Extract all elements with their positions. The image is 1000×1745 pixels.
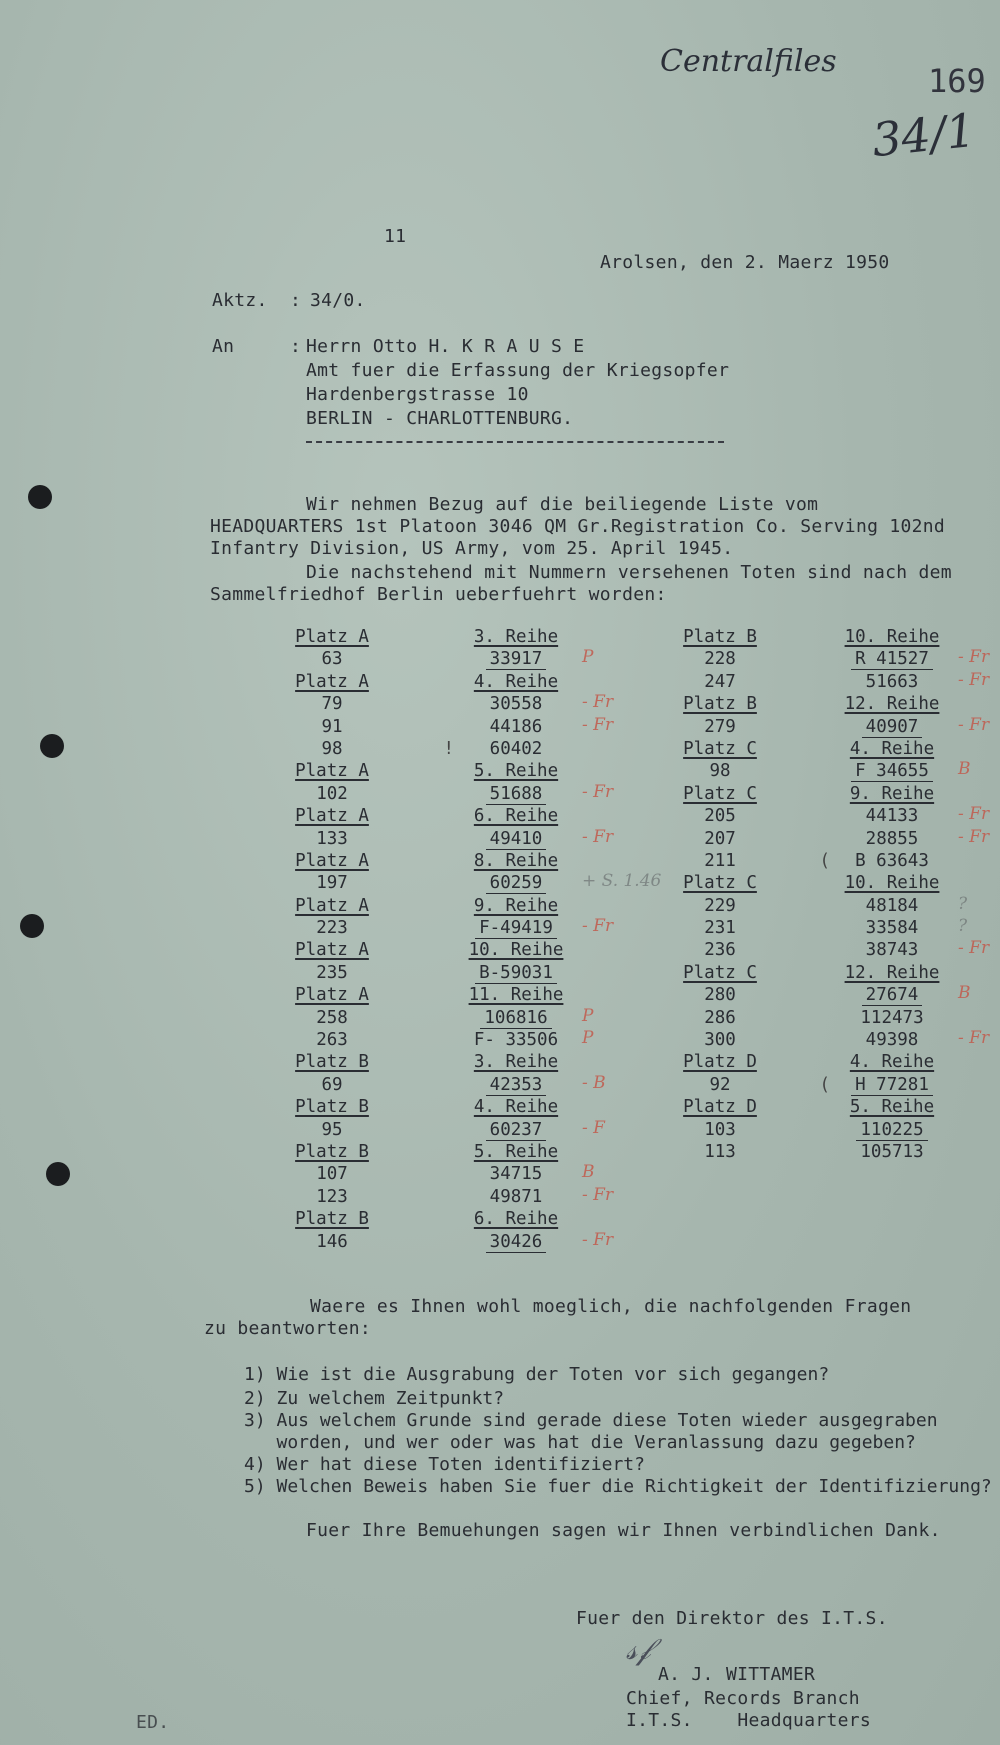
section-header — [262, 1096, 402, 1118]
section-header-text: 10. Reihe — [844, 873, 940, 894]
section-header — [650, 693, 790, 715]
section-header — [446, 939, 586, 961]
section-header — [446, 626, 586, 648]
section-header — [822, 1051, 962, 1073]
grave-number — [262, 962, 402, 984]
grave-number-text: 300 — [704, 1030, 736, 1051]
grave-number-text: 30426 — [486, 1232, 547, 1253]
grave-number — [822, 804, 990, 827]
section-header-text: 5. Reihe — [849, 1097, 935, 1118]
body-paragraph-line: Die nachstehend mit Nummern versehenen Toten sind nach dem — [306, 562, 952, 583]
aktz-label: Aktz. — [212, 290, 268, 311]
section-header-text: Platz D — [683, 1097, 757, 1118]
grave-number-text: 60402 — [489, 738, 543, 759]
handwritten-margin-note: - Fr — [582, 1184, 614, 1205]
grave-number — [446, 826, 614, 850]
body-paragraph-line: Infantry Division, US Army, vom 25. April 1945. — [210, 538, 734, 559]
grave-number-text: F 34655 — [851, 761, 933, 782]
section-header — [262, 895, 402, 917]
grave-number — [822, 893, 968, 917]
section-header-text: Platz A — [295, 806, 369, 827]
body-paragraph-line: Wir nehmen Bezug auf die beiliegende Liste vom — [306, 494, 819, 515]
grave-number — [819, 850, 962, 872]
grave-number — [822, 669, 990, 693]
grave-number-text: F-49419 — [475, 918, 557, 939]
grave-number — [650, 671, 790, 693]
section-header-text: Platz D — [683, 1052, 757, 1073]
grave-number-text: 112473 — [860, 1007, 924, 1028]
handwritten-margin-note: - Fr — [958, 1028, 990, 1049]
section-header-text: Platz A — [295, 940, 369, 961]
section-header — [822, 693, 962, 715]
section-header — [822, 738, 962, 760]
section-header — [262, 671, 402, 693]
grave-number — [822, 1119, 962, 1141]
grave-number — [262, 783, 402, 805]
section-header-text: 10. Reihe — [468, 940, 564, 961]
recipient-line: BERLIN - CHARLOTTENBURG. — [306, 408, 574, 429]
grave-number-text: 42353 — [486, 1075, 547, 1096]
grave-number-text: 231 — [704, 918, 736, 939]
section-header — [262, 850, 402, 872]
grave-number-text: 49410 — [486, 829, 547, 850]
section-header-text: 4. Reihe — [473, 1097, 559, 1118]
section-header — [650, 738, 790, 760]
grave-number-text: 197 — [316, 873, 348, 894]
grave-number-text: 44133 — [865, 806, 919, 827]
place-date: Arolsen, den 2. Maerz 1950 — [600, 252, 890, 273]
section-header — [650, 783, 790, 805]
grave-number — [650, 716, 790, 738]
signer-initials: A. J. — [658, 1664, 714, 1685]
grave-number-text: 92 — [709, 1074, 731, 1095]
section-header-text: Platz C — [683, 783, 757, 804]
grave-number-text: 113 — [704, 1141, 736, 1162]
grave-number-text: 79 — [321, 694, 343, 715]
grave-number-text: 110225 — [856, 1120, 927, 1141]
handwritten-tick: ( — [819, 850, 830, 871]
handwritten-margin-note: B — [958, 759, 971, 780]
handwritten-margin-note: P — [582, 1005, 594, 1026]
grave-number-text: 33917 — [486, 649, 547, 670]
question-item: worden, und wer oder was hat die Veranlassung dazu gegeben? — [244, 1432, 916, 1453]
grave-number-text: 236 — [704, 940, 736, 961]
section-header-text: 3. Reihe — [473, 627, 559, 647]
handwritten-signature: 𝓈𝒻 — [626, 1632, 651, 1667]
grave-number — [650, 1074, 790, 1096]
section-header — [822, 626, 962, 648]
grave-number — [262, 1074, 402, 1096]
body-paragraph-line: Sammelfriedhof Berlin ueberfuehrt worden: — [210, 584, 667, 605]
section-header-text: Platz B — [295, 1141, 369, 1162]
handwritten-margin-note: - Fr — [958, 714, 990, 735]
grave-number-text: 49871 — [489, 1186, 543, 1207]
grave-number-text: 258 — [316, 1007, 348, 1028]
grave-number — [262, 917, 402, 939]
grave-number — [650, 939, 790, 961]
question-item: 4) Wer hat diese Toten identifiziert? — [244, 1454, 645, 1475]
grave-number — [262, 1231, 402, 1253]
grave-number-text: 27674 — [862, 985, 923, 1006]
question-item: 3) Aus welchem Grunde sind gerade diese Toten wieder ausgegraben — [244, 1410, 938, 1431]
letter-number: 11 — [384, 226, 407, 247]
grave-number-text: 28855 — [865, 828, 919, 849]
grave-number-text: H 77281 — [851, 1075, 933, 1096]
grave-number-text: 123 — [316, 1186, 348, 1207]
section-header — [262, 1141, 402, 1163]
handwritten-margin-note: - Fr — [958, 826, 990, 847]
grave-number-text: 247 — [704, 671, 736, 692]
handwritten-margin-note: + S. 1.46 — [582, 871, 662, 892]
grave-number-text: 38743 — [865, 940, 919, 961]
grave-number — [446, 1072, 606, 1096]
section-header — [262, 939, 402, 961]
section-header-text: 5. Reihe — [473, 1141, 559, 1162]
grave-number — [446, 916, 614, 939]
section-header-text: 6. Reihe — [473, 806, 559, 827]
grave-number — [650, 828, 790, 850]
grave-number — [262, 1007, 402, 1029]
handwritten-margin-note: - Fr — [958, 669, 990, 690]
grave-number-text: 103 — [704, 1119, 736, 1140]
address-divider — [306, 441, 724, 443]
grave-number-text: 133 — [316, 828, 348, 849]
section-header — [446, 1141, 586, 1163]
handwritten-margin-note: B — [958, 983, 971, 1004]
reihe-column-left — [443, 626, 662, 1253]
section-header-text: Platz A — [295, 850, 369, 871]
section-header — [262, 805, 402, 827]
section-header — [650, 1096, 790, 1118]
section-header-text: 11. Reihe — [468, 985, 564, 1006]
grave-number — [650, 760, 790, 782]
grave-number-text: 44186 — [489, 716, 543, 737]
grave-number-text: 280 — [704, 985, 736, 1006]
grave-number — [822, 1141, 962, 1163]
grave-number-text: 229 — [704, 895, 736, 916]
closing-line: Fuer den Direktor des I.T.S. — [576, 1608, 888, 1629]
an-separator: : — [290, 336, 302, 357]
signer-organization: I.T.S. Headquarters — [626, 1710, 872, 1731]
grave-number-text: 98 — [709, 761, 731, 782]
grave-number — [650, 1141, 790, 1163]
grave-number — [262, 1029, 402, 1051]
grave-number — [650, 648, 790, 670]
section-header-text: 6. Reihe — [473, 1209, 559, 1230]
grave-number — [262, 716, 402, 738]
punch-hole — [40, 734, 64, 758]
punch-hole — [46, 1162, 70, 1186]
section-header — [446, 1208, 586, 1230]
grave-number — [650, 1029, 790, 1051]
section-header-text: Platz A — [295, 985, 369, 1006]
grave-number-text: 60259 — [486, 873, 547, 894]
grave-number-text: 63 — [321, 649, 343, 670]
section-header — [446, 671, 586, 693]
grave-number — [446, 1162, 595, 1185]
grave-number-text: 98 — [321, 738, 343, 759]
grave-number — [822, 1007, 962, 1029]
grave-number-text: 51663 — [865, 671, 919, 692]
grave-number-text: 207 — [704, 828, 736, 849]
section-header — [822, 962, 962, 984]
platz-column-right — [650, 626, 790, 1163]
grave-number — [446, 647, 594, 670]
thanks-line: Fuer Ihre Bemuehungen sagen wir Ihnen verbindlichen Dank. — [306, 1520, 941, 1541]
section-header-text: 12. Reihe — [844, 694, 940, 715]
grave-number — [446, 1117, 605, 1141]
grave-number-text: 33584 — [865, 918, 919, 939]
grave-number-text: 60237 — [486, 1120, 547, 1141]
grave-number-text: 107 — [316, 1164, 348, 1185]
signer-title: Chief, Records Branch — [626, 1688, 860, 1709]
footer-initials: ED. — [136, 1712, 170, 1733]
punch-hole — [20, 914, 44, 938]
section-header-text: 9. Reihe — [849, 783, 935, 804]
handwritten-margin-note: - F — [582, 1117, 605, 1138]
grave-number — [650, 917, 790, 939]
handwritten-margin-note: ? — [958, 893, 968, 914]
grave-number — [446, 714, 614, 738]
section-header-text: 8. Reihe — [473, 850, 559, 871]
section-header — [822, 1096, 962, 1118]
grave-number-text: 106816 — [480, 1008, 551, 1029]
grave-number — [446, 1229, 614, 1253]
grave-number — [262, 693, 402, 715]
grave-number — [262, 1186, 402, 1208]
grave-number-text: 69 — [321, 1074, 343, 1095]
handwritten-margin-note: - Fr — [582, 826, 614, 847]
section-header — [262, 984, 402, 1006]
grave-number — [650, 984, 790, 1006]
section-header — [822, 783, 962, 805]
section-header — [446, 760, 586, 782]
grave-number-text: 279 — [704, 716, 736, 737]
punch-hole — [28, 485, 52, 509]
grave-number-text: 95 — [321, 1119, 343, 1140]
section-header — [650, 626, 790, 648]
an-label: An — [212, 336, 235, 357]
grave-number-text: B-59031 — [475, 963, 557, 984]
grave-number-text: B 63643 — [855, 850, 929, 871]
grave-number — [650, 1119, 790, 1141]
question-item: 2) Zu welchem Zeitpunkt? — [244, 1388, 505, 1409]
question-item: 1) Wie ist die Ausgrabung der Toten vor sich gegangen? — [244, 1364, 830, 1385]
section-header — [650, 1051, 790, 1073]
file-reference: 34/0. — [310, 290, 366, 311]
section-header-text: 4. Reihe — [849, 738, 935, 759]
section-header-text: 4. Reihe — [849, 1052, 935, 1073]
request-line: zu beantworten: — [204, 1318, 372, 1339]
aktz-separator: : — [290, 290, 302, 311]
section-header — [262, 760, 402, 782]
handwritten-margin-note: - Fr — [958, 938, 990, 959]
grave-number — [446, 1005, 594, 1029]
grave-number — [822, 983, 971, 1006]
signer-name: WITTAMER — [726, 1664, 816, 1685]
grave-number — [650, 1007, 790, 1029]
section-header — [446, 984, 586, 1006]
recipient-line: Amt fuer die Erfassung der Kriegsopfer — [306, 360, 730, 381]
handwritten-reference: 34/1 — [869, 102, 978, 168]
grave-number — [262, 828, 402, 850]
section-header-text: 10. Reihe — [844, 627, 940, 647]
grave-number — [446, 781, 614, 805]
grave-number-text: 91 — [321, 716, 343, 737]
grave-number-text: 146 — [316, 1231, 348, 1252]
handwritten-margin-note: - Fr — [958, 804, 990, 825]
archive-page-number: 169 — [928, 62, 986, 100]
grave-number-text: 102 — [316, 783, 348, 804]
request-line: Waere es Ihnen wohl moeglich, die nachfolgenden Fragen — [310, 1296, 912, 1317]
body-paragraph-line: HEADQUARTERS 1st Platoon 3046 QM Gr.Registration Co. Serving 102nd — [210, 516, 946, 537]
grave-number — [262, 872, 402, 894]
handwritten-margin-note: P — [582, 647, 594, 668]
grave-number — [822, 916, 968, 939]
handwritten-margin-note: - Fr — [582, 692, 614, 713]
section-header — [446, 1096, 586, 1118]
grave-number — [262, 1163, 402, 1185]
handwritten-margin-note: - Fr — [582, 916, 614, 937]
handwritten-margin-note: P — [582, 1028, 594, 1049]
handwritten-margin-note: B — [582, 1162, 595, 1183]
grave-number — [822, 1028, 990, 1051]
section-header-text: 4. Reihe — [473, 671, 559, 692]
section-header-text: 9. Reihe — [473, 895, 559, 916]
grave-number-text: 105713 — [860, 1141, 924, 1162]
grave-number-text: 48184 — [865, 895, 919, 916]
section-header-text: Platz B — [683, 694, 757, 715]
section-header-text: Platz B — [295, 1097, 369, 1118]
grave-number — [822, 759, 971, 782]
section-header-text: Platz C — [683, 738, 757, 759]
grave-number-text: 228 — [704, 649, 736, 670]
grave-number-text: 286 — [704, 1007, 736, 1028]
section-header — [262, 626, 402, 648]
grave-number — [446, 692, 614, 715]
grave-number — [262, 1119, 402, 1141]
section-header-text: 5. Reihe — [473, 761, 559, 782]
section-header-text: Platz A — [295, 895, 369, 916]
grave-number-text: 235 — [316, 962, 348, 983]
grave-number — [822, 826, 990, 850]
handwritten-tick: ! — [443, 738, 454, 759]
section-header — [446, 895, 586, 917]
grave-number-text: F- 33506 — [473, 1030, 559, 1051]
handwritten-margin-note: - Fr — [582, 781, 614, 802]
grave-number-text: 223 — [316, 918, 348, 939]
grave-number — [446, 1028, 594, 1051]
grave-number — [822, 647, 990, 670]
section-header — [446, 850, 586, 872]
grave-number-text: R 41527 — [851, 649, 933, 670]
section-header-text: Platz B — [295, 1052, 369, 1073]
handwritten-margin-note: - Fr — [582, 714, 614, 735]
grave-number — [819, 1074, 962, 1096]
grave-number-text: 263 — [316, 1030, 348, 1051]
handwritten-margin-note: - B — [582, 1072, 606, 1093]
grave-number — [446, 871, 662, 894]
grave-number-text: 211 — [704, 850, 736, 871]
grave-number-text: 49398 — [865, 1030, 919, 1051]
section-header-text: Platz B — [295, 1209, 369, 1230]
reihe-column-right — [819, 626, 990, 1163]
grave-number — [822, 938, 990, 961]
grave-number — [446, 962, 586, 984]
handwritten-margin-note: - Fr — [958, 647, 990, 668]
section-header — [822, 872, 962, 894]
grave-number — [446, 1184, 614, 1208]
section-header — [262, 1208, 402, 1230]
section-header-text: Platz C — [683, 962, 757, 983]
grave-number-text: 51688 — [486, 784, 547, 805]
grave-number — [650, 895, 790, 917]
question-item: 5) Welchen Beweis haben Sie fuer die Richtigkeit der Identifizierung? — [244, 1476, 992, 1497]
grave-number-text: 30558 — [489, 694, 543, 715]
handwritten-tick: ( — [819, 1074, 830, 1095]
section-header-text: 3. Reihe — [473, 1052, 559, 1073]
handwritten-margin-note: ? — [958, 916, 968, 937]
section-header — [446, 805, 586, 827]
section-header-text: Platz B — [683, 627, 757, 647]
grave-number — [822, 714, 990, 738]
section-header — [262, 1051, 402, 1073]
grave-number-text: 40907 — [862, 717, 923, 738]
grave-number-text: 34715 — [489, 1164, 543, 1185]
grave-number — [650, 805, 790, 827]
handwritten-margin-note: - Fr — [582, 1229, 614, 1250]
recipient-line: Hardenbergstrasse 10 — [306, 384, 529, 405]
section-header-text: Platz A — [295, 761, 369, 782]
section-header — [446, 1051, 586, 1073]
platz-column-left — [262, 626, 402, 1253]
grave-number — [262, 738, 402, 760]
section-header — [650, 872, 790, 894]
grave-number-text: 205 — [704, 806, 736, 827]
section-header-text: Platz C — [683, 873, 757, 894]
centralfiles-handwritten-note: Centralfiles — [660, 44, 837, 79]
section-header-text: Platz A — [295, 627, 369, 647]
grave-number — [443, 738, 586, 760]
grave-number — [650, 850, 790, 872]
section-header-text: Platz A — [295, 671, 369, 692]
section-header — [650, 962, 790, 984]
recipient-line: Herrn Otto H. K R A U S E — [306, 336, 585, 357]
grave-number — [262, 648, 402, 670]
section-header-text: 12. Reihe — [844, 962, 940, 983]
